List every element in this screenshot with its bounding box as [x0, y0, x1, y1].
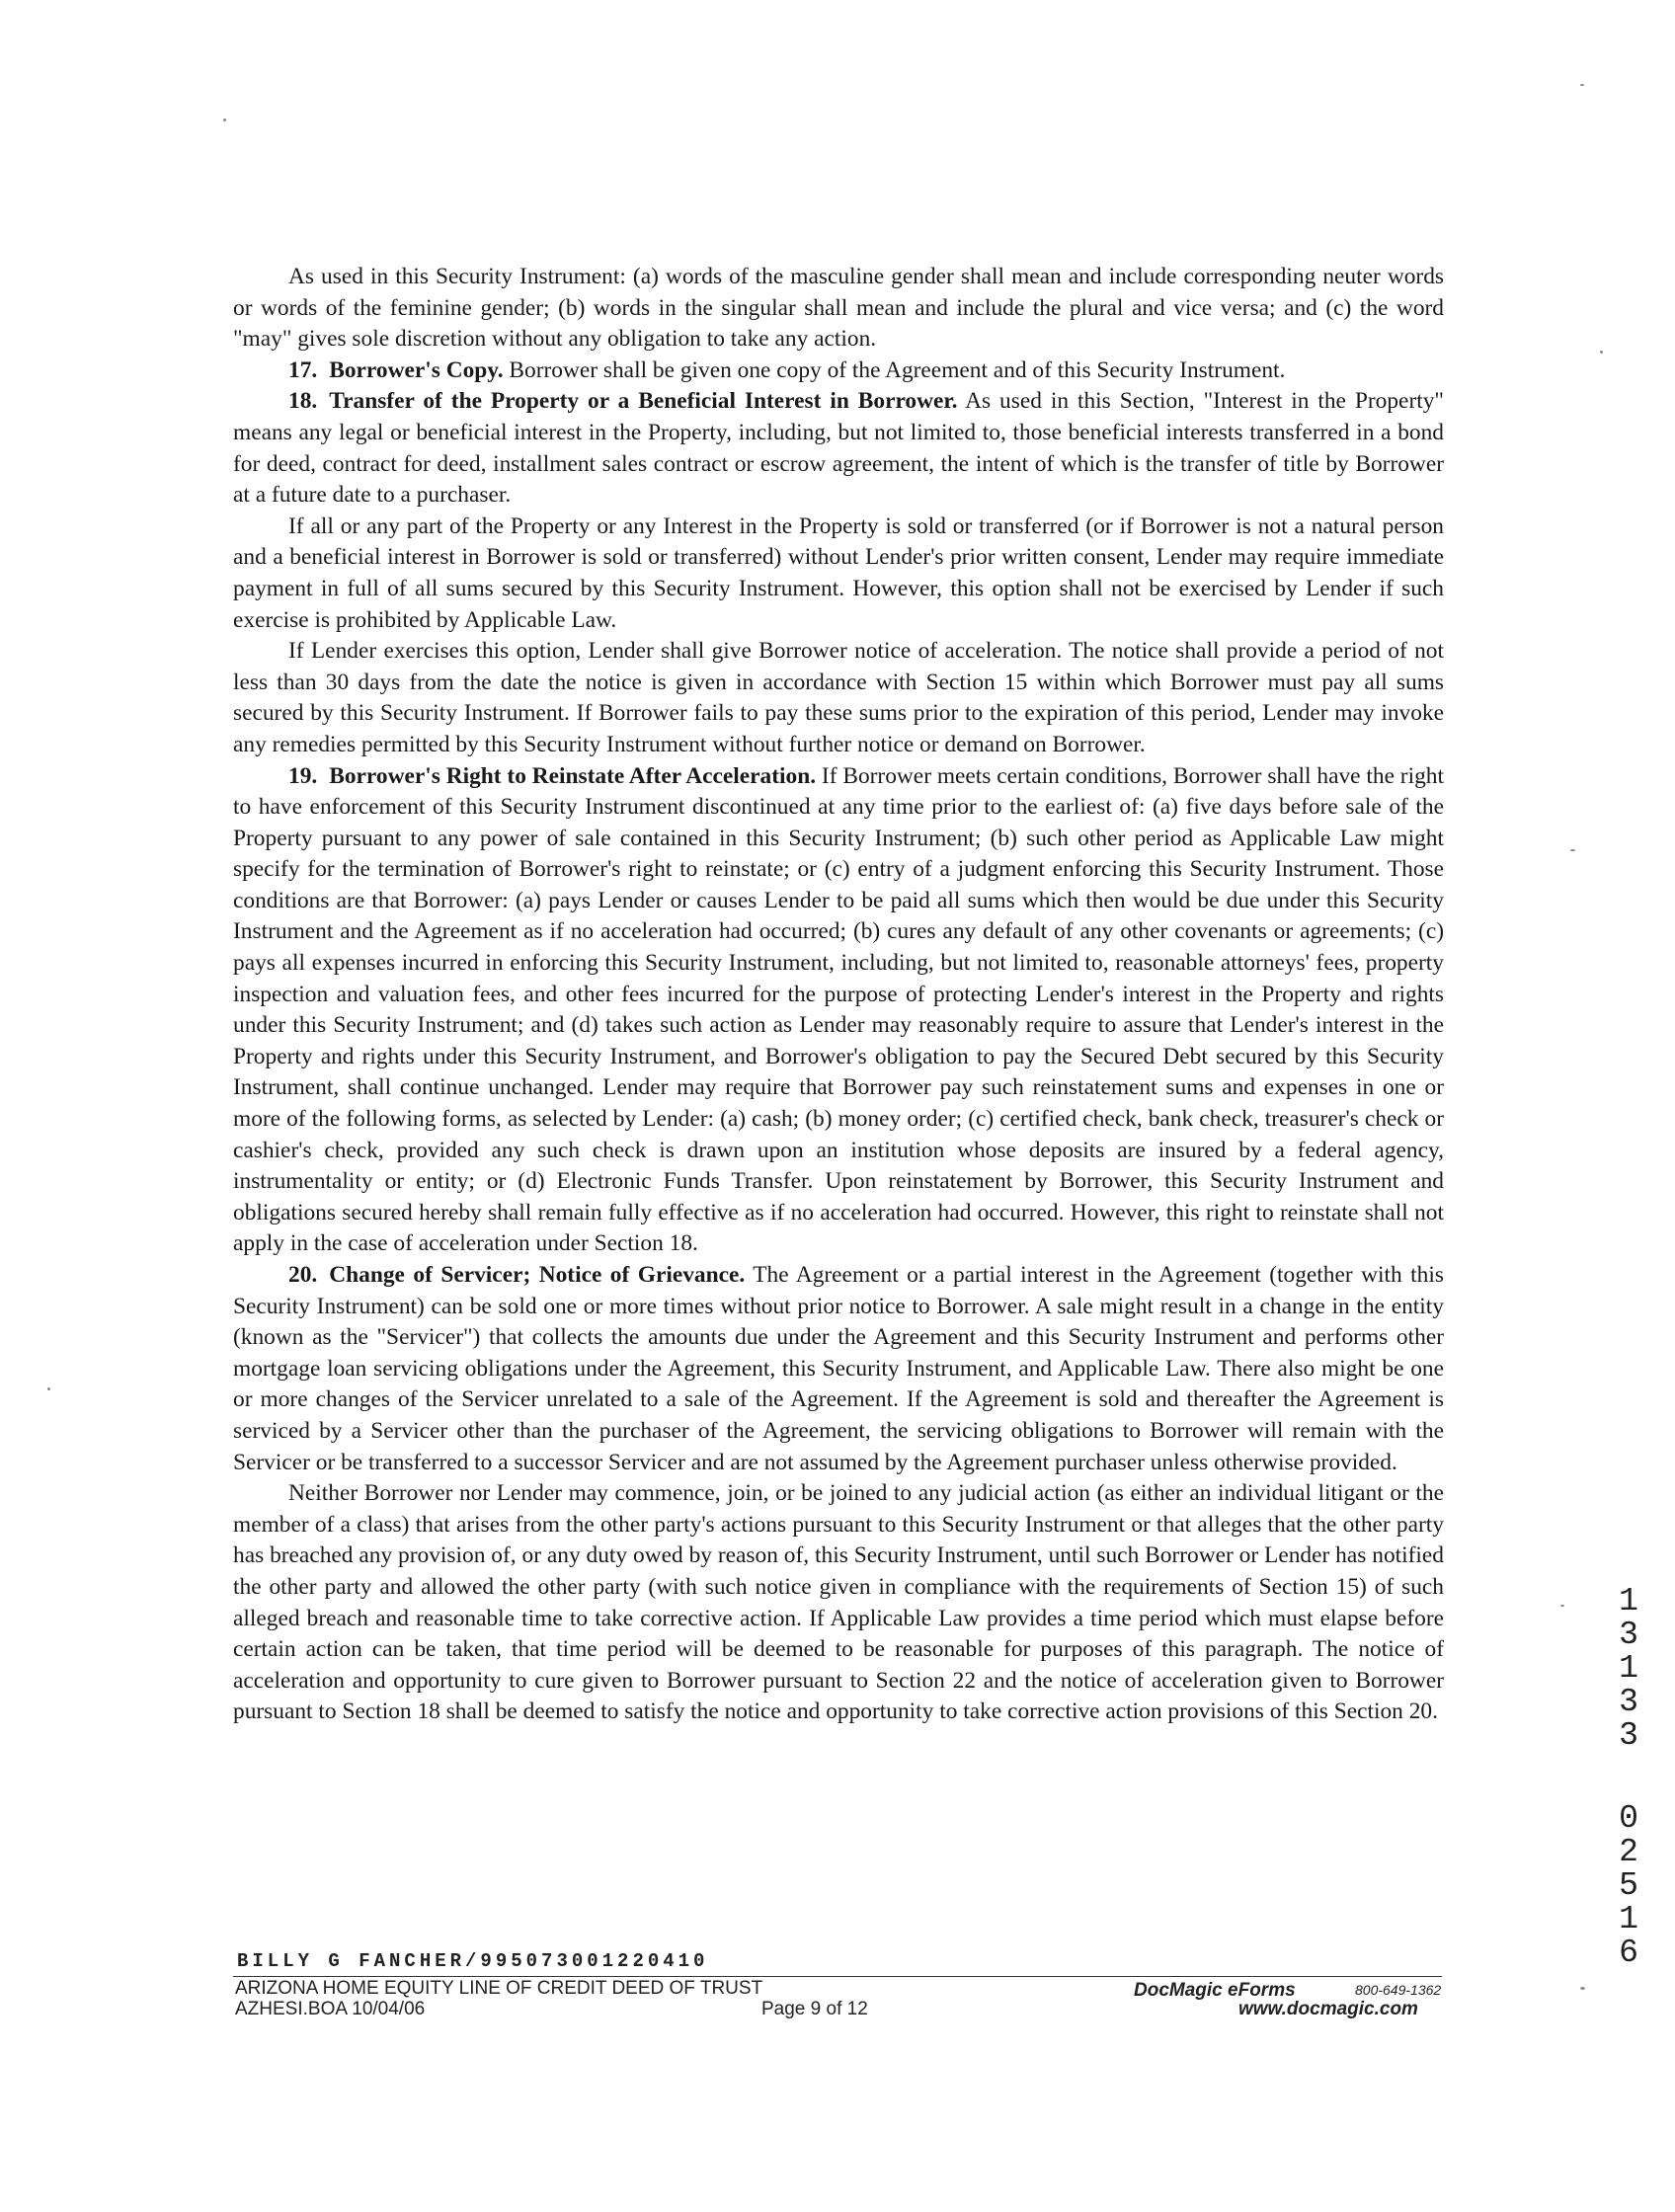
paragraph-acceleration-notice: If Lender exercises this option, Lender shall give Borrower notice of acceleration. The notice shall provide a period of not less than 30 days from the date the notice is given in accordance with Section 15 within which Borrower must pay all sums secured by this Security Instrument. If Borrower fails to pay these sums prior to the expiration of this period, Lender may invoke any remedies permitted by this Security Instrument without further notice or demand on Borrower.	[233, 638, 1444, 757]
page-number: Page 9 of 12	[761, 1999, 868, 2019]
scan-speck	[223, 118, 226, 121]
stamp-char: 3	[1619, 1717, 1638, 1754]
section-heading: Change of Servicer; Notice of Grievance.	[329, 1262, 746, 1288]
section-number: 17.	[288, 356, 318, 383]
brand-phone: 800-649-1362	[1355, 1982, 1442, 1998]
form-code: AZHESI.BOA 10/04/06	[235, 1999, 426, 2019]
section-17	[233, 356, 1444, 387]
scan-speck	[47, 1387, 50, 1390]
section-text: Borrower shall be given one copy of the Agreement and of this Security Instrument.	[509, 356, 1286, 383]
stamp-char: 1	[1619, 1583, 1638, 1620]
scan-speck	[1580, 1987, 1585, 1990]
section-text: As used in this Section, "Interest in the Property" means any legal or beneficial interest in the Property, including, but not limited to, those beneficial interests transferred in a bond for deed, contract for deed, installment sales contract or escrow agreement, the intent of which is the transfer of title by Borrower at a future date to a purchaser.	[233, 388, 1444, 509]
paragraph-definitions: As used in this Security Instrument: (a) words of the masculine gender shall mean and include corresponding neuter words or words of the feminine gender; (b) words in the singular shall mean and include the plural and vice versa; and (c) the word "may" gives sole discretion without any obligation to take any action.	[233, 264, 1444, 353]
stamp-char: 1	[1619, 1901, 1638, 1937]
section-heading: Transfer of the Property or a Beneficial Interest in Borrower.	[329, 388, 958, 415]
section-heading: Borrower's Copy.	[329, 356, 504, 383]
section-20	[233, 1260, 1444, 1478]
paragraph-grievance: Neither Borrower nor Lender may commence, join, or be joined to any judicial action (as either an individual litigant or the member of a class) that arises from the other party's actions pursuant to this Security Instrument or that alleges that the other party has breached any provision of, or any duty owed by reason of, this Security Instrument, until such Borrower or Lender has notified the other party and allowed the other party (with such notice given in compliance with the requirements of Section 15) of such alleged breach and reasonable time to take corrective action. If Applicable Law provides a time period which must elapse before certain action can be taken, that time period will be deemed to be reasonable for purposes of this paragraph. The notice of acceleration and opportunity to cure given to Borrower pursuant to Section 22 and the notice of acceleration given to Borrower pursuant to Section 18 shall be deemed to satisfy the notice and opportunity to take corrective action provisions of this Section 20.	[233, 1480, 1444, 1725]
section-text: If Borrower meets certain conditions, Borrower shall have the right to have enforcement of this Security Instrument discontinued at any time prior to the earliest of: (a) five days before sale of the Property pursuant to any power of sale contained in this Security Instrument; (b) such other period as Applicable Law might specify for the termination of Borrower's right to reinstate; or (c) entry of a judgment enforcing this Security Instrument. Those conditions are that Borrower: (a) pays Lender or causes Lender to be paid all sums which then would be due under this Security Instrument and the Agreement as if no acceleration had occurred; (b) cures any default of any other covenants or agreements; (c) pays all expenses incurred in enforcing this Security Instrument, including, but not limited to, reasonable attorneys' fees, property inspection and valuation fees, and other fees incurred for the purpose of protecting Lender's interest in the Property and rights under this Security Instrument; and (d) takes such action as Lender may reasonably require to assure that Lender's interest in the Property and rights under this Security Instrument, and Borrower's obligation to pay the Secured Debt secured by this Security Instrument, shall continue unchanged. Lender may require that Borrower pay such reinstatement sums and expenses in one or more of the following forms, as selected by Lender: (a) cash; (b) money order; (c) certified check, bank check, treasurer's check or cashier's check, provided any such check is drawn upon an institution whose deposits are insured by a federal agency, instrumentality or entity; or (d) Electronic Funds Transfer. Upon reinstatement by Borrower, this Security Instrument and obligations secured hereby shall remain fully effective as if no acceleration had occurred. However, this right to reinstate shall not apply in the case of acceleration under Section 18.	[233, 762, 1444, 1257]
section-heading: Borrower's Right to Reinstate After Acceleration.	[329, 762, 817, 789]
scan-speck	[1600, 351, 1603, 354]
document-body	[233, 262, 1444, 1728]
section-number: 19.	[288, 762, 318, 789]
stamp-char: 5	[1619, 1867, 1638, 1904]
stamp-char: 3	[1619, 1617, 1638, 1653]
section-19	[233, 761, 1444, 1261]
scan-speck	[1570, 849, 1575, 851]
docmagic-logo: DocMagic eForms	[1134, 1980, 1296, 2001]
section-number: 20.	[288, 1262, 318, 1288]
form-title: ARIZONA HOME EQUITY LINE OF CREDIT DEED OF TRUST	[235, 1978, 763, 1999]
stamp-char: 0	[1619, 1800, 1638, 1837]
section-18	[233, 386, 1444, 511]
section-number: 18.	[288, 388, 318, 415]
scan-speck	[1580, 84, 1584, 86]
section-text: The Agreement or a partial interest in the Agreement (together with this Security Instrument) can be sold one or more times without prior notice to Borrower. A sale might result in a change in the entity (known as the "Servicer") that collects the amounts due under the Agreement and this Security Instrument and performs other mortgage loan servicing obligations under the Agreement, this Security Instrument, and Applicable Law. There also might be one or more changes of the Servicer unrelated to a sale of the Agreement. If the Agreement is sold and thereafter the Agreement is serviced by a Servicer other than the purchaser of the Agreement, the servicing obligations to Borrower will remain with the Servicer or be transferred to a successor Servicer and are not assumed by the Agreement purchaser unless otherwise provided.	[233, 1262, 1444, 1475]
borrower-loan-reference: BILLY G FANCHER/995073001220410	[237, 1950, 709, 1972]
brand-url: www.docmagic.com	[1238, 1999, 1418, 2019]
recording-stamp	[1612, 1585, 1645, 1970]
stamp-char: 1	[1619, 1650, 1638, 1687]
stamp-char: 3	[1619, 1684, 1638, 1720]
stamp-char: 2	[1619, 1834, 1638, 1870]
paragraph-transfer-consent: If all or any part of the Property or any Interest in the Property is sold or transferred (or if Borrower is not a natural person and a beneficial interest in Borrower is sold or transferred) without Lender's prior written consent, Lender may require immediate payment in full of all sums secured by this Security Instrument. However, this option shall not be exercised by Lender if such exercise is prohibited by Applicable Law.	[233, 513, 1444, 633]
stamp-char: 6	[1619, 1935, 1638, 1971]
scan-speck	[1560, 1605, 1564, 1607]
footer-divider	[233, 1976, 1442, 1977]
